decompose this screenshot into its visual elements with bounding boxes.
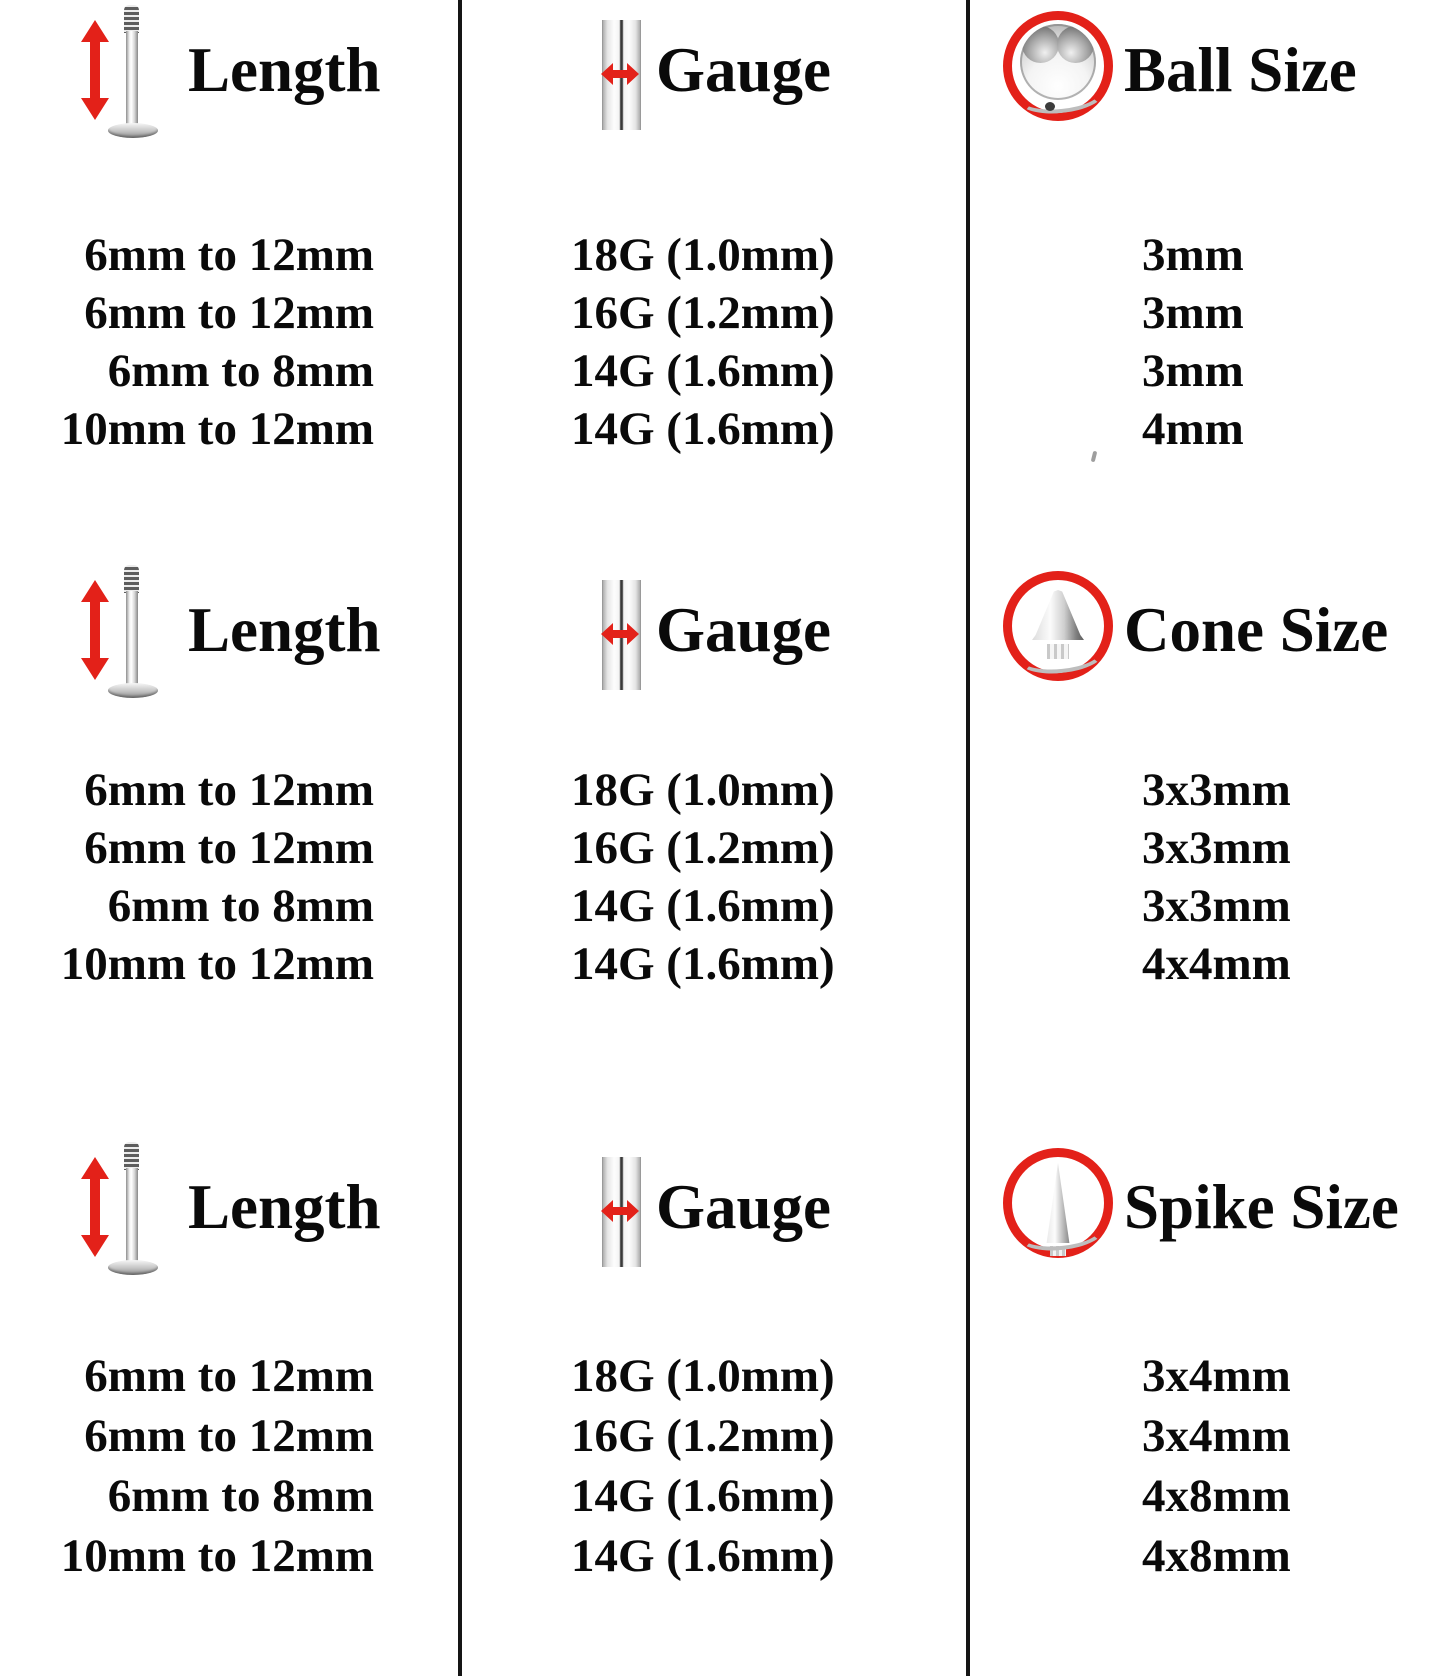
cone-size-value: 3x3mm [1142,764,1291,816]
stud-post [126,31,138,127]
horizontal-arrow-icon [600,61,640,87]
spike-size-header-label: Spike Size [1124,1172,1399,1242]
gauge-value: 16G (1.2mm) [571,287,835,339]
length-value: 6mm to 8mm [107,1470,374,1522]
steel-cone [1032,590,1084,640]
gauge-values-section-3 [571,1346,931,1586]
stud-disc [108,1260,158,1275]
length-value: 6mm to 12mm [84,822,374,874]
ball-size-values [1142,226,1432,458]
stud-threads [124,1142,139,1170]
length-header-section-1 [0,0,459,145]
stray-mark [1091,451,1098,463]
gauge-value: 16G (1.2mm) [571,1410,835,1462]
stud-threads [124,565,139,593]
length-value: 10mm to 12mm [60,938,374,990]
gauge-value: 18G (1.0mm) [571,1350,835,1402]
gauge-header-section-2 [459,555,967,705]
spike-size-value: 4x8mm [1142,1530,1291,1582]
spike-size-value: 4x8mm [1142,1470,1291,1522]
length-header-section-2 [0,555,459,705]
ball-bottom-dot [1045,102,1055,111]
gauge-value: 14G (1.6mm) [571,403,835,455]
gauge-value: 14G (1.6mm) [571,345,835,397]
gauge-values-section-1 [571,226,931,458]
gauge-value: 14G (1.6mm) [571,1470,835,1522]
length-values-section-1 [0,226,374,458]
spike-size-values [1142,1346,1432,1586]
stud-post [126,1168,138,1264]
horizontal-arrow-icon [600,621,640,647]
gauge-value: 16G (1.2mm) [571,822,835,874]
length-value: 10mm to 12mm [60,1530,374,1582]
gauge-value: 14G (1.6mm) [571,1530,835,1582]
length-header-label: Length [188,1172,381,1242]
length-value: 6mm to 12mm [84,229,374,281]
cone-size-value: 3x3mm [1142,822,1291,874]
horizontal-arrow-icon [600,1198,640,1224]
spike-size-value: 3x4mm [1142,1350,1291,1402]
length-header-section-3 [0,1132,459,1282]
ball-size-header [967,0,1445,145]
cone-icon [1003,571,1113,681]
spike-size-value: 3x4mm [1142,1410,1291,1462]
length-value: 6mm to 8mm [107,345,374,397]
length-value: 6mm to 12mm [84,764,374,816]
cone-size-values [1142,761,1432,993]
gauge-header-label: Gauge [656,595,832,665]
labret-stud-icon [107,5,159,141]
cone-size-value: 3x3mm [1142,880,1291,932]
length-values-section-2 [0,761,374,993]
gauge-header-label: Gauge [656,1172,832,1242]
ball-size-value: 4mm [1142,403,1244,455]
cone-size-value: 4x4mm [1142,938,1291,990]
ball-size-value: 3mm [1142,287,1244,339]
gauge-header-label: Gauge [656,35,832,105]
gauge-header-section-1 [459,0,967,145]
ball-size-value: 3mm [1142,345,1244,397]
length-value: 10mm to 12mm [60,403,374,455]
stud-post [126,591,138,687]
gauge-value: 18G (1.0mm) [571,764,835,816]
gauge-value: 14G (1.6mm) [571,938,835,990]
ball-icon [1003,11,1113,121]
column-divider-2 [966,0,970,1676]
gauge-value: 14G (1.6mm) [571,880,835,932]
spike-size-header [967,1132,1445,1282]
cone-size-header-label: Cone Size [1124,595,1389,665]
labret-stud-icon [107,1142,159,1278]
length-values-section-3 [0,1346,374,1586]
length-header-label: Length [188,35,381,105]
stud-threads [124,5,139,33]
spike-icon [1003,1148,1113,1258]
length-value: 6mm to 12mm [84,287,374,339]
shadow-swoosh [1016,635,1105,678]
length-value: 6mm to 8mm [107,880,374,932]
ball-size-header-label: Ball Size [1124,35,1357,105]
column-divider-1 [458,0,462,1676]
shadow-swoosh [1016,1212,1105,1255]
length-header-label: Length [188,595,381,665]
stud-disc [108,123,158,138]
length-value: 6mm to 12mm [84,1410,374,1462]
gauge-header-section-3 [459,1132,967,1282]
cone-size-header [967,555,1445,705]
ball-size-value: 3mm [1142,229,1244,281]
gauge-values-section-2 [571,761,931,993]
labret-stud-icon [107,565,159,701]
stud-disc [108,683,158,698]
length-value: 6mm to 12mm [84,1350,374,1402]
gauge-value: 18G (1.0mm) [571,229,835,281]
